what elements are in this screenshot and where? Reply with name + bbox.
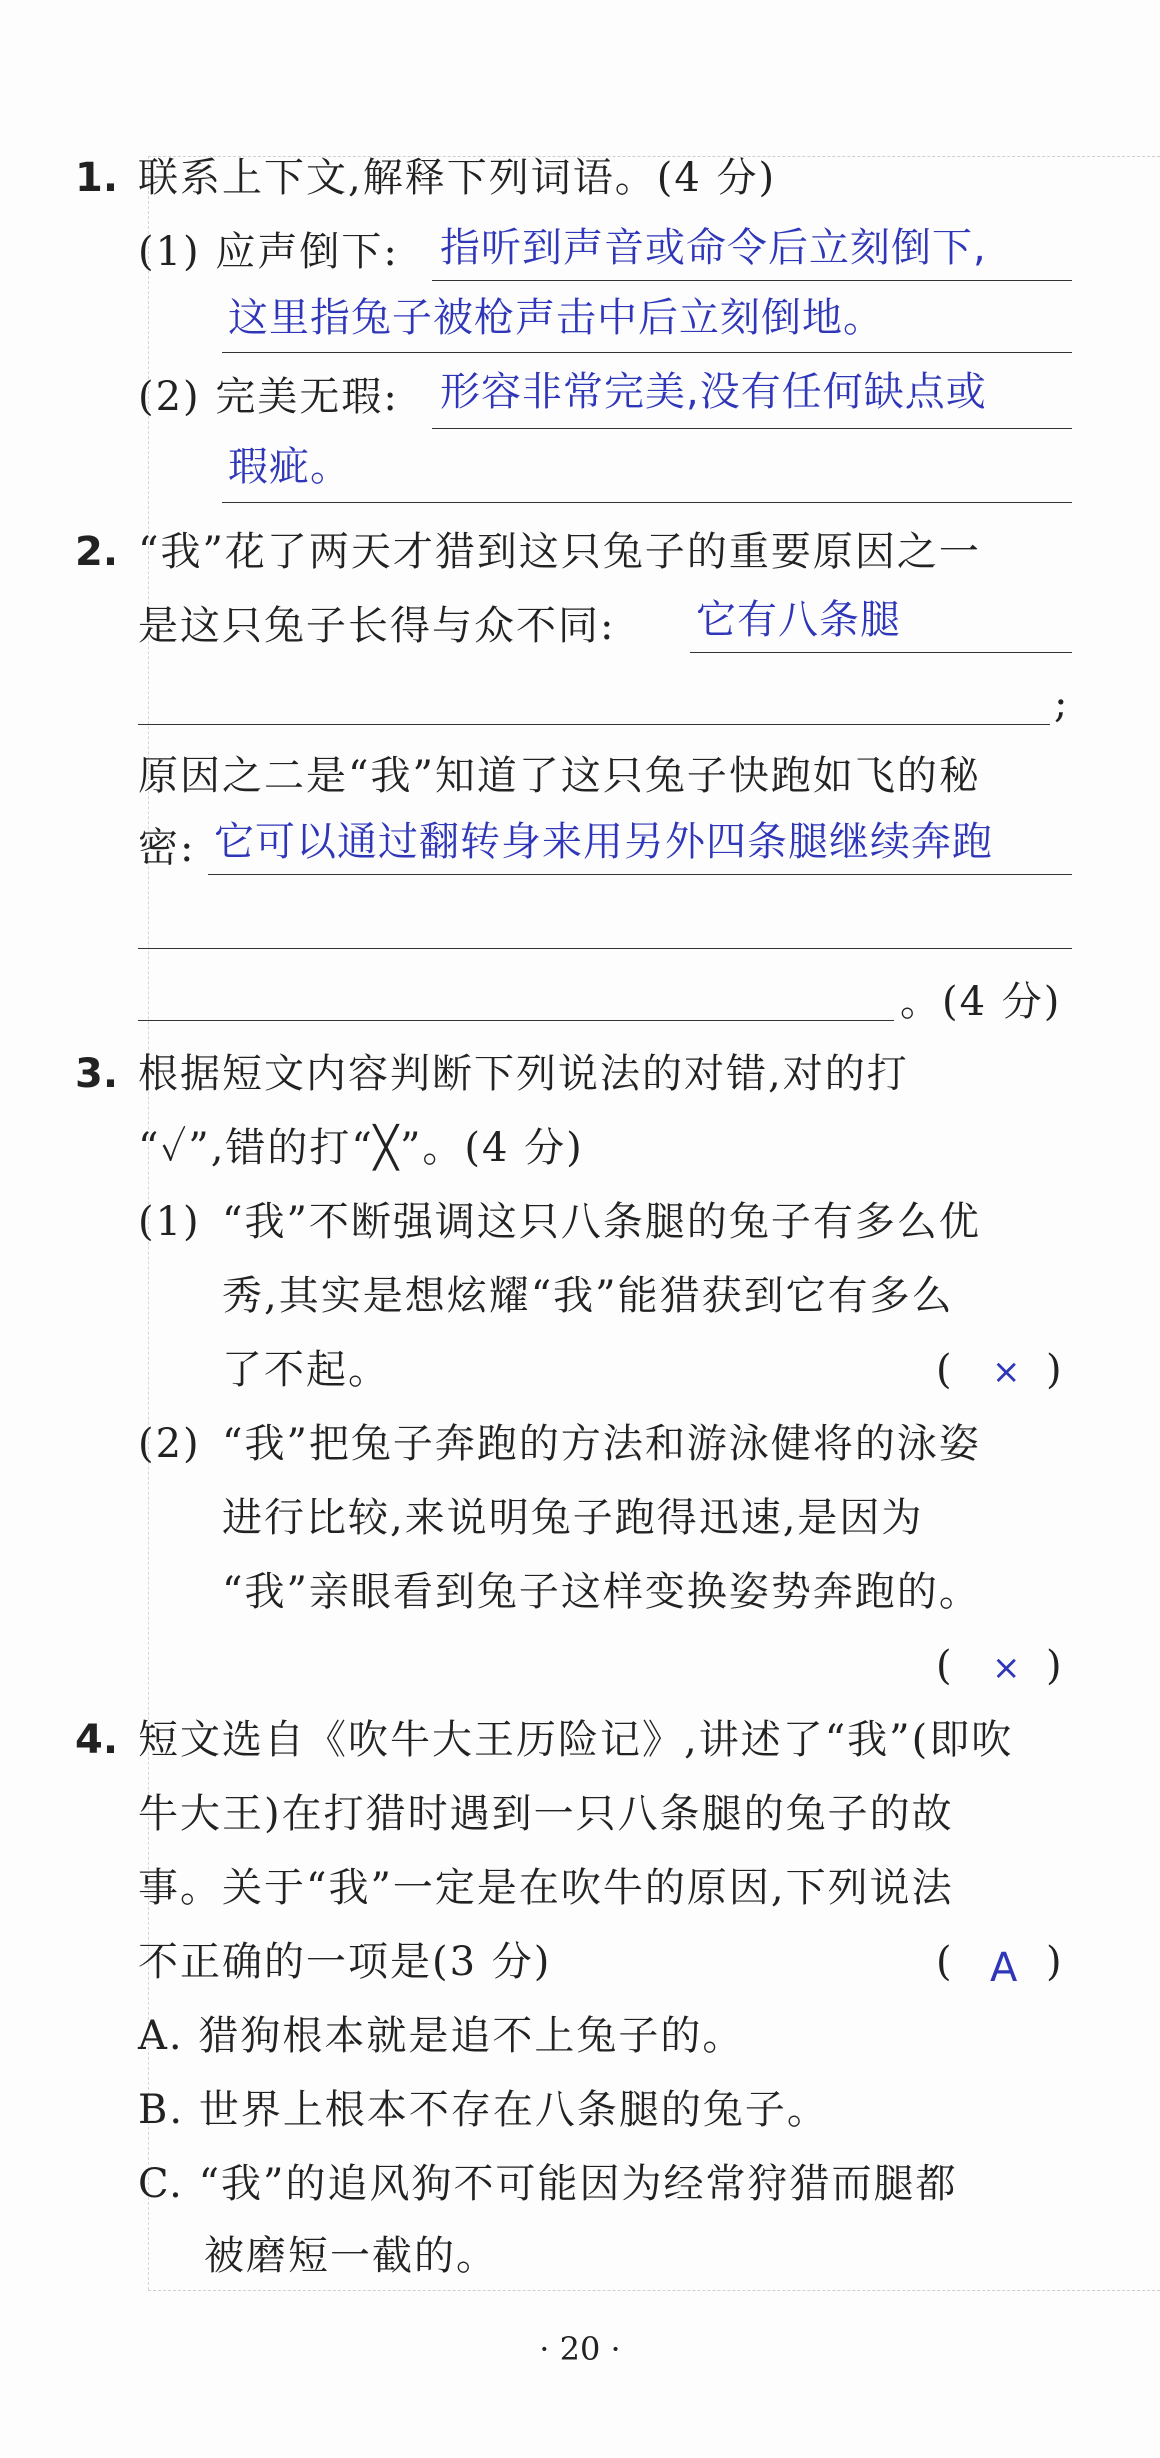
q2-answer2-underline-2 [138,948,1072,949]
q4-option-b: B. 世界上根本不存在八条腿的兔子。 [138,2087,829,2133]
q1-item2-answer-underline-1 [432,428,1072,429]
q4-number: 4. [75,1717,119,1763]
q1-number: 1. [75,155,119,201]
q3-line1: 根据短文内容判断下列说法的对错,对的打 [138,1051,909,1097]
q4-line1: 短文选自《吹牛大王历险记》,讲述了“我”(即吹 [138,1717,1014,1763]
frame-bottom-border [148,2290,1160,2291]
q3-item2-bracket-close: ) [1046,1643,1062,1689]
q3-item1-line3: 了不起。 [222,1347,390,1393]
q3-item1-bracket-close: ) [1046,1347,1062,1393]
q1-item1-answer-line2: 这里指兔子被枪声击中后立刻倒地。 [228,295,884,341]
q3-item1-mark: × [992,1352,1021,1392]
q4-bracket-close: ) [1046,1939,1062,1985]
q3-item2-line2: 进行比较,来说明兔子跑得迅速,是因为 [222,1495,924,1541]
page-number: · 20 · [539,2330,621,2368]
q2-line4: 密: [138,825,196,871]
q4-line4: 不正确的一项是(3 分) [138,1939,552,1985]
q2-semicolon: ; [1054,681,1070,727]
q4-line3: 事。关于“我”一定是在吹牛的原因,下列说法 [138,1865,954,1911]
q2-answer2: 它可以通过翻转身来用另外四条腿继续奔跑 [214,819,993,865]
q3-item2-line1: “我”把兔子奔跑的方法和游泳健将的泳姿 [222,1421,981,1467]
q1-item2-label: (2) 完美无瑕: [138,374,399,420]
q3-item1-label: (1) [138,1199,201,1245]
q2-answer2-underline-1 [208,874,1072,875]
q4-bracket-open: ( [936,1939,952,1985]
q1-item1-answer-line1: 指听到声音或命令后立刻倒下, [440,225,987,271]
q1-item1-answer-underline-2 [222,352,1072,353]
q2-answer1: 它有八条腿 [696,597,901,643]
q1-item2-answer-line1: 形容非常完美,没有任何缺点或 [440,369,987,415]
q3-item1-line2: 秀,其实是想炫耀“我”能猎获到它有多么 [222,1273,954,1319]
q1-item1-label: (1) 应声倒下: [138,229,399,275]
q4-answer: A [990,1945,1019,1991]
q3-item1-line1: “我”不断强调这只八条腿的兔子有多么优 [222,1199,981,1245]
q2-line3: 原因之二是“我”知道了这只兔子快跑如飞的秘 [138,753,981,799]
q3-item1-bracket-open: ( [936,1347,952,1393]
q1-item1-answer-underline-1 [432,280,1072,281]
q1-item2-answer-underline-2 [222,502,1072,503]
q3-item2-mark: × [992,1648,1021,1688]
q3-item2-bracket-open: ( [936,1643,952,1689]
q4-option-c-cont: 被磨短一截的。 [204,2233,498,2279]
q2-number: 2. [75,529,119,575]
q4-option-a: A. 猎狗根本就是追不上兔子的。 [138,2013,745,2059]
q2-answer1-underline-2 [138,724,1050,725]
q3-item2-label: (2) [138,1421,201,1467]
q3-number: 3. [75,1051,119,1097]
q3-item2-line3: “我”亲眼看到兔子这样变换姿势奔跑的。 [222,1569,981,1615]
q2-line2: 是这只兔子长得与众不同: [138,603,616,649]
q1-prompt: 联系上下文,解释下列词语。(4 分) [138,155,777,201]
q1-item2-answer-line2: 瑕疵。 [228,444,351,490]
q4-option-c: C. “我”的追风狗不可能因为经常狩猎而腿都 [138,2161,958,2207]
q2-answer2-underline-3 [138,1020,894,1021]
q2-answer1-underline-1 [690,652,1072,653]
q2-end: 。(4 分) [900,979,1062,1025]
q4-line2: 牛大王)在打猎时遇到一只八条腿的兔子的故 [138,1791,954,1837]
q3-line2: “✓”,错的打“╳”。(4 分) [138,1125,584,1171]
q2-line1: “我”花了两天才猎到这只兔子的重要原因之一 [138,529,981,575]
